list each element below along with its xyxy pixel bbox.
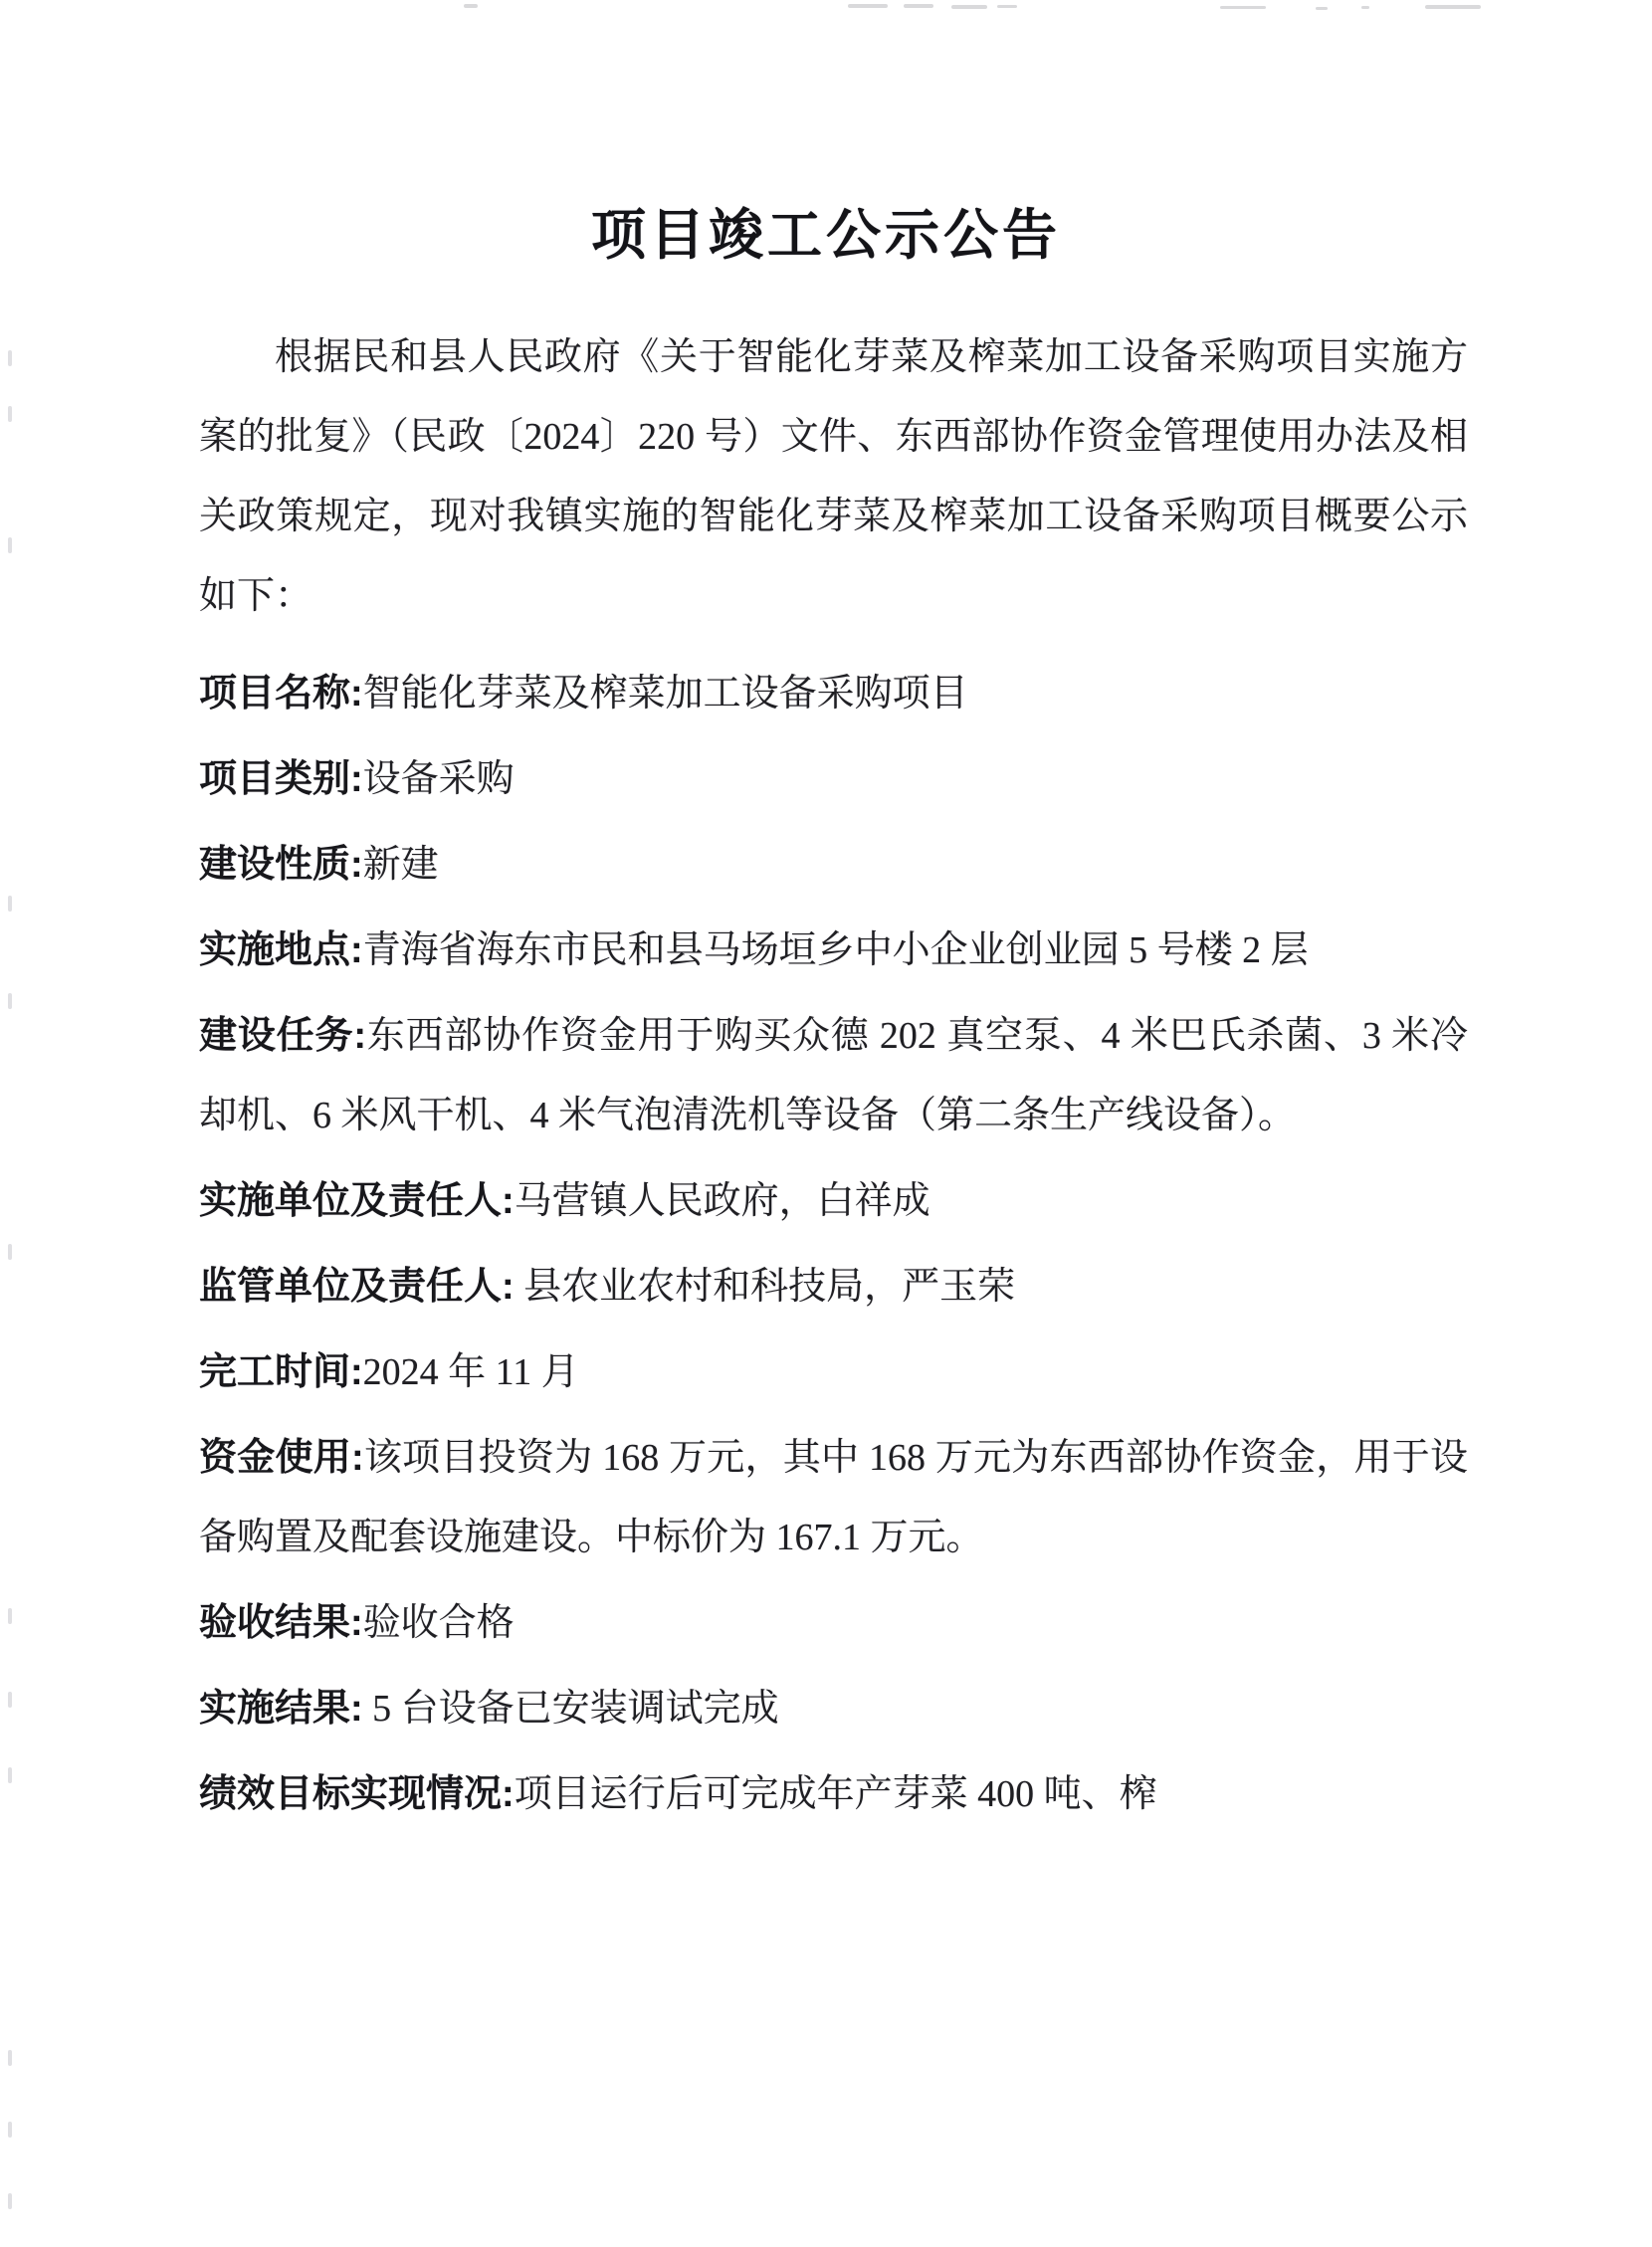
scan-artifact: [8, 1692, 12, 1708]
field-fund-usage: [199, 1418, 1468, 1577]
field-project-name: [199, 654, 1468, 733]
field-supervising-unit: [199, 1247, 1468, 1327]
field-value: 县农业农村和科技局，严玉荣: [523, 1266, 1016, 1308]
field-value: 验收合格: [362, 1602, 515, 1644]
field-implementing-unit: [199, 1161, 1468, 1241]
field-value: 东西部协作资金用于购买众德 202 真空泵、4 米巴氏杀菌、3 米冷却机、6 米风干机、4 米气泡清洗机等设备（第二条生产线设备）。: [199, 1015, 1468, 1136]
field-label: 完工时间:: [199, 1351, 363, 1393]
field-label: 项目名称:: [199, 673, 363, 715]
field-implementation-result: [199, 1669, 1468, 1748]
document-body: [199, 317, 1468, 1834]
field-label: 实施单位及责任人:: [199, 1180, 515, 1222]
scan-artifact: [8, 993, 12, 1009]
field-construction-nature: [199, 825, 1468, 905]
scan-artifact: [997, 5, 1017, 8]
field-value: 项目运行后可完成年产芽菜 400 吨、榨: [514, 1773, 1157, 1815]
field-value: 5 台设备已安装调试完成: [372, 1688, 779, 1730]
field-label: 实施结果:: [199, 1688, 363, 1730]
field-value: 新建: [362, 844, 439, 886]
field-label: 监管单位及责任人:: [199, 1266, 515, 1308]
scan-artifact: [8, 2050, 12, 2066]
scan-artifact: [904, 4, 933, 8]
field-completion-date: [199, 1332, 1468, 1412]
field-label: 验收结果:: [199, 1602, 363, 1644]
scan-artifact: [8, 537, 12, 553]
scan-artifact: [8, 406, 12, 422]
field-label: 建设任务:: [199, 1015, 366, 1057]
scan-artifact: [8, 2122, 12, 2138]
field-label: 资金使用:: [199, 1437, 364, 1479]
scan-artifact: [1361, 6, 1369, 9]
scan-artifact: [8, 1244, 12, 1260]
field-value: 青海省海东市民和县马场垣乡中小企业创业园 5 号楼 2 层: [362, 929, 1309, 971]
scan-artifact: [8, 350, 12, 366]
field-label: 实施地点:: [199, 929, 363, 971]
scan-artifact: [8, 1608, 12, 1624]
scan-artifact: [8, 1767, 12, 1783]
field-label: 项目类别:: [199, 758, 363, 800]
field-implementation-location: [199, 911, 1468, 990]
field-performance-target: [199, 1754, 1468, 1834]
field-value: 设备采购: [362, 758, 515, 800]
field-construction-task: [199, 996, 1468, 1155]
field-value: 智能化芽菜及榨菜加工设备采购项目: [362, 673, 968, 715]
field-project-category: [199, 739, 1468, 819]
scan-artifact: [1425, 5, 1481, 9]
scan-artifact: [8, 2193, 12, 2209]
scan-artifact: [951, 5, 987, 9]
page-title: 项目竣工公示公告: [590, 204, 1061, 266]
scan-artifact: [1316, 7, 1328, 10]
scan-artifact: [8, 896, 12, 912]
scan-artifact: [1220, 6, 1266, 9]
field-value: 马营镇人民政府，白祥成: [514, 1180, 930, 1222]
field-value: 该项目投资为 168 万元，其中 168 万元为东西部协作资金，用于设备购置及配套设施建设。中标价为 167.1 万元。: [199, 1437, 1468, 1558]
intro-paragraph: 根据民和县人民政府《关于智能化芽菜及榨菜加工设备采购项目实施方案的批复》（民政〔2024〕220 号）文件、东西部协作资金管理使用办法及相关政策规定，现对我镇实施的智能化芽菜及榨菜加工设备采购项目概要公示如下：: [199, 336, 1468, 617]
field-acceptance-result: [199, 1583, 1468, 1663]
scan-artifact: [848, 4, 888, 8]
scan-artifact: [464, 4, 478, 8]
field-label: 绩效目标实现情况:: [199, 1773, 515, 1815]
field-label: 建设性质:: [199, 844, 363, 886]
field-value: 2024 年 11 月: [362, 1351, 579, 1393]
